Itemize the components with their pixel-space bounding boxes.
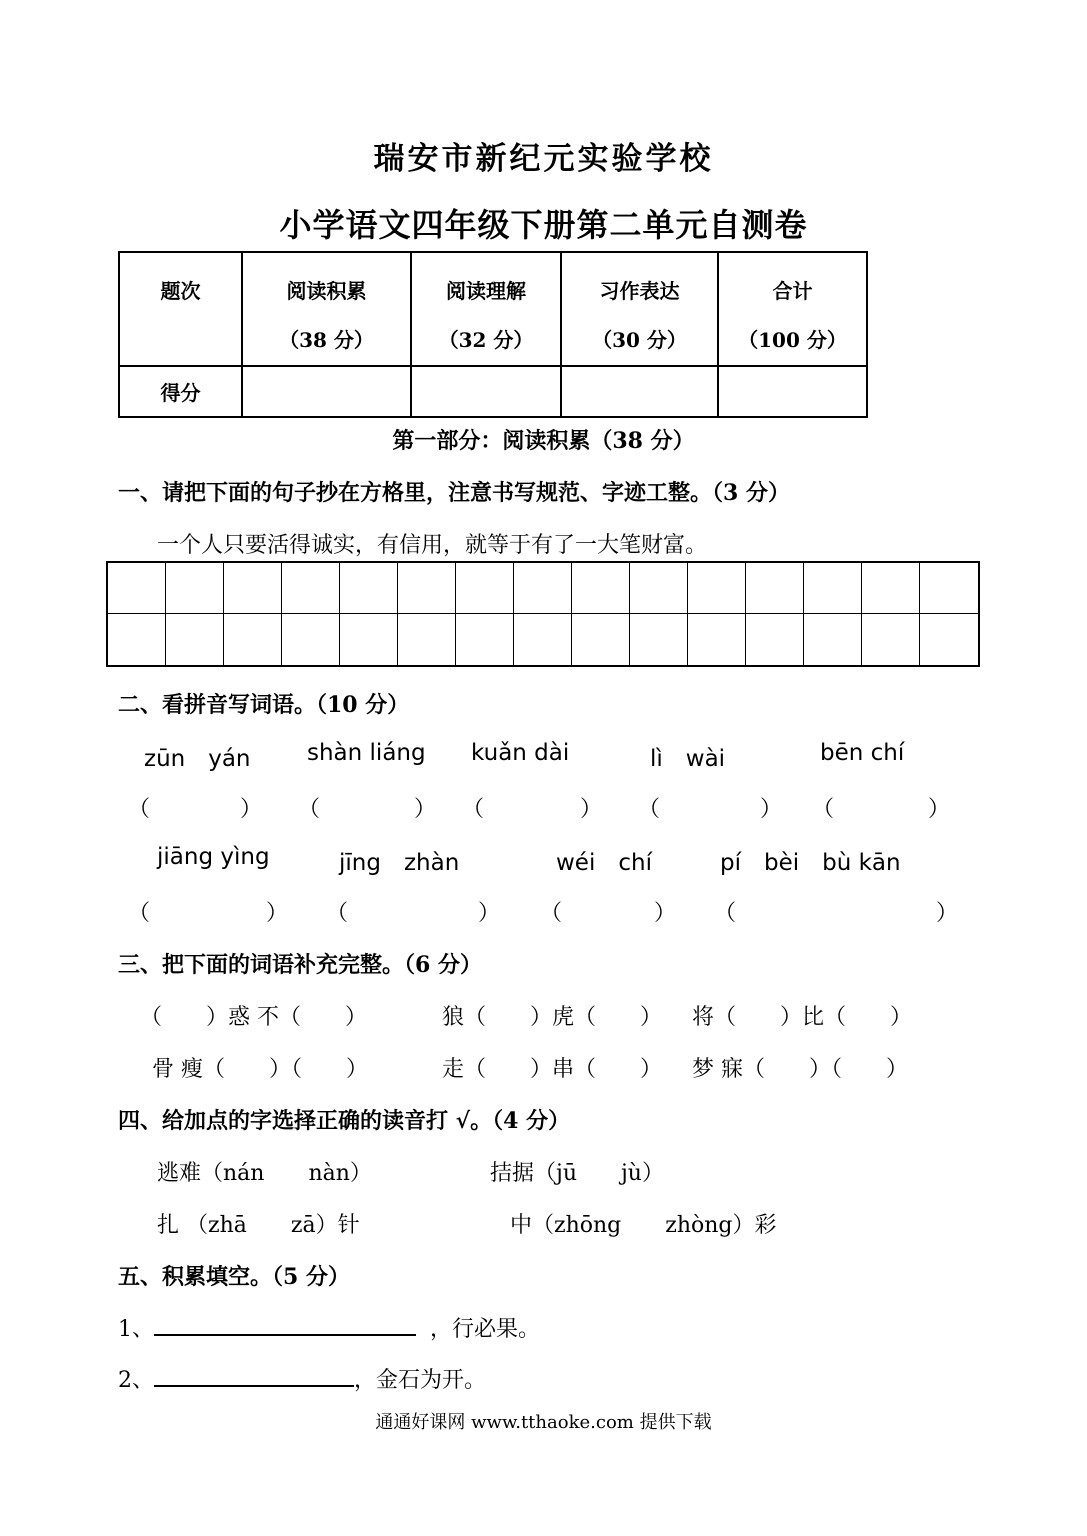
grid-cell[interactable]	[746, 614, 804, 665]
grid-cell[interactable]	[572, 614, 630, 665]
q2-heading: 二、看拼音写词语。（10 分）	[118, 692, 410, 718]
score-table	[118, 251, 868, 418]
pinyin-item: zūn yán	[144, 746, 251, 772]
grid-cell[interactable]	[456, 563, 514, 614]
grid-cell[interactable]	[166, 563, 224, 614]
score-cell[interactable]	[561, 366, 718, 417]
q1-sentence: 一个人只要活得诚实，有信用，就等于有了一大笔财富。	[157, 533, 708, 558]
fill-blank[interactable]	[154, 1312, 416, 1336]
answer-paren-open: （	[462, 797, 485, 822]
score-table-col: 阅读理解 （32 分）	[411, 252, 561, 366]
answer-paren-open: （	[128, 901, 151, 926]
pinyin-item: jiāng yìng	[157, 844, 270, 870]
grid-cell[interactable]	[804, 614, 862, 665]
answer-paren-close: ）	[936, 901, 959, 926]
answer-paren-open: （	[638, 797, 661, 822]
answer-paren-close: ）	[240, 797, 263, 822]
q5-heading: 五、积累填空。（5 分）	[118, 1264, 350, 1290]
pinyin-item: lì wài	[650, 746, 726, 772]
grid-cell[interactable]	[224, 563, 282, 614]
part1-title: 第一部分：阅读积累（38 分）	[392, 428, 695, 454]
grid-cell[interactable]	[340, 563, 398, 614]
pinyin-item: jīng zhàn	[339, 850, 460, 876]
answer-paren-close: ）	[654, 901, 677, 926]
grid-cell[interactable]	[688, 614, 746, 665]
answer-paren-open: （	[540, 901, 563, 926]
idiom-item: 将（ ）比（ ）	[692, 1005, 913, 1030]
fill-blank[interactable]	[154, 1363, 354, 1387]
grid-cell[interactable]	[862, 614, 920, 665]
grid-cell[interactable]	[630, 614, 688, 665]
grid-cell[interactable]	[398, 563, 456, 614]
answer-paren-open: （	[714, 901, 737, 926]
score-cell[interactable]	[411, 366, 561, 417]
pinyin-item: kuǎn dài	[471, 740, 570, 766]
grid-cell[interactable]	[224, 614, 282, 665]
pinyin-item: bēn chí	[820, 740, 905, 766]
grid-cell[interactable]	[108, 563, 166, 614]
reading-item: 拮据（jū jù）	[490, 1161, 664, 1186]
fill-item-suffix: ，行必果。	[430, 1317, 541, 1342]
score-table-col: 习作表达 （30 分）	[561, 252, 718, 366]
answer-paren-open: （	[326, 901, 349, 926]
idiom-item: 骨 瘦（ ）（ ）	[152, 1057, 368, 1082]
fill-item-number: 2、	[118, 1368, 154, 1393]
fill-item	[118, 1363, 486, 1394]
grid-cell[interactable]	[282, 563, 340, 614]
grid-cell[interactable]	[920, 614, 978, 665]
grid-cell[interactable]	[340, 614, 398, 665]
q3-heading: 三、把下面的词语补充完整。（6 分）	[118, 952, 482, 978]
score-table-score-label: 得分	[119, 366, 242, 417]
grid-cell[interactable]	[688, 563, 746, 614]
answer-paren-open: （	[812, 797, 835, 822]
q1-heading: 一、请把下面的句子抄在方格里，注意书写规范、字迹工整。（3 分）	[118, 480, 790, 506]
reading-item: 中（zhōng zhòng）彩	[510, 1213, 777, 1238]
footer-credit: 通通好课网 www.tthaoke.com 提供下载	[375, 1412, 712, 1433]
grid-cell[interactable]	[108, 614, 166, 665]
idiom-item: （ ）惑 不（ ）	[140, 1005, 367, 1030]
q4-heading: 四、给加点的字选择正确的读音打 √。（4 分）	[118, 1108, 571, 1134]
grid-cell[interactable]	[746, 563, 804, 614]
score-table-col: 合计 （100 分）	[718, 252, 867, 366]
idiom-item: 梦 寐（ ）（ ）	[692, 1057, 908, 1082]
answer-paren-open: （	[298, 797, 321, 822]
grid-cell[interactable]	[398, 614, 456, 665]
fill-item	[118, 1312, 540, 1343]
grid-cell[interactable]	[630, 563, 688, 614]
fill-item-suffix: ，金石为开。	[354, 1368, 487, 1393]
fill-item-number: 1、	[118, 1317, 154, 1342]
score-table-col: 阅读积累 （38 分）	[242, 252, 411, 366]
grid-cell[interactable]	[572, 563, 630, 614]
answer-paren-close: ）	[760, 797, 783, 822]
grid-cell[interactable]	[920, 563, 978, 614]
answer-paren-close: ）	[266, 901, 289, 926]
answer-paren-close: ）	[414, 797, 437, 822]
answer-paren-close: ）	[580, 797, 603, 822]
grid-cell[interactable]	[456, 614, 514, 665]
grid-cell[interactable]	[804, 563, 862, 614]
grid-cell[interactable]	[282, 614, 340, 665]
answer-paren-open: （	[128, 797, 151, 822]
score-cell[interactable]	[718, 366, 867, 417]
pinyin-item: shàn liáng	[307, 740, 426, 766]
grid-cell[interactable]	[514, 563, 572, 614]
pinyin-item: pí bèi bù kān	[720, 850, 901, 876]
exam-title: 小学语文四年级下册第二单元自测卷	[279, 206, 808, 244]
pinyin-item: wéi chí	[556, 850, 652, 876]
reading-item: 逃难（nán nàn）	[157, 1161, 372, 1186]
answer-paren-close: ）	[928, 797, 951, 822]
school-name: 瑞安市新纪元实验学校	[373, 141, 714, 177]
score-table-header-label: 题次	[119, 252, 242, 366]
grid-cell[interactable]	[514, 614, 572, 665]
grid-cell[interactable]	[862, 563, 920, 614]
score-cell[interactable]	[242, 366, 411, 417]
grid-cell[interactable]	[166, 614, 224, 665]
answer-paren-close: ）	[478, 901, 501, 926]
idiom-item: 狼（ ）虎（ ）	[442, 1005, 663, 1030]
idiom-item: 走（ ）串（ ）	[442, 1057, 663, 1082]
reading-item: 扎 （zhā zā）针	[157, 1213, 360, 1238]
writing-grid[interactable]	[106, 561, 980, 667]
